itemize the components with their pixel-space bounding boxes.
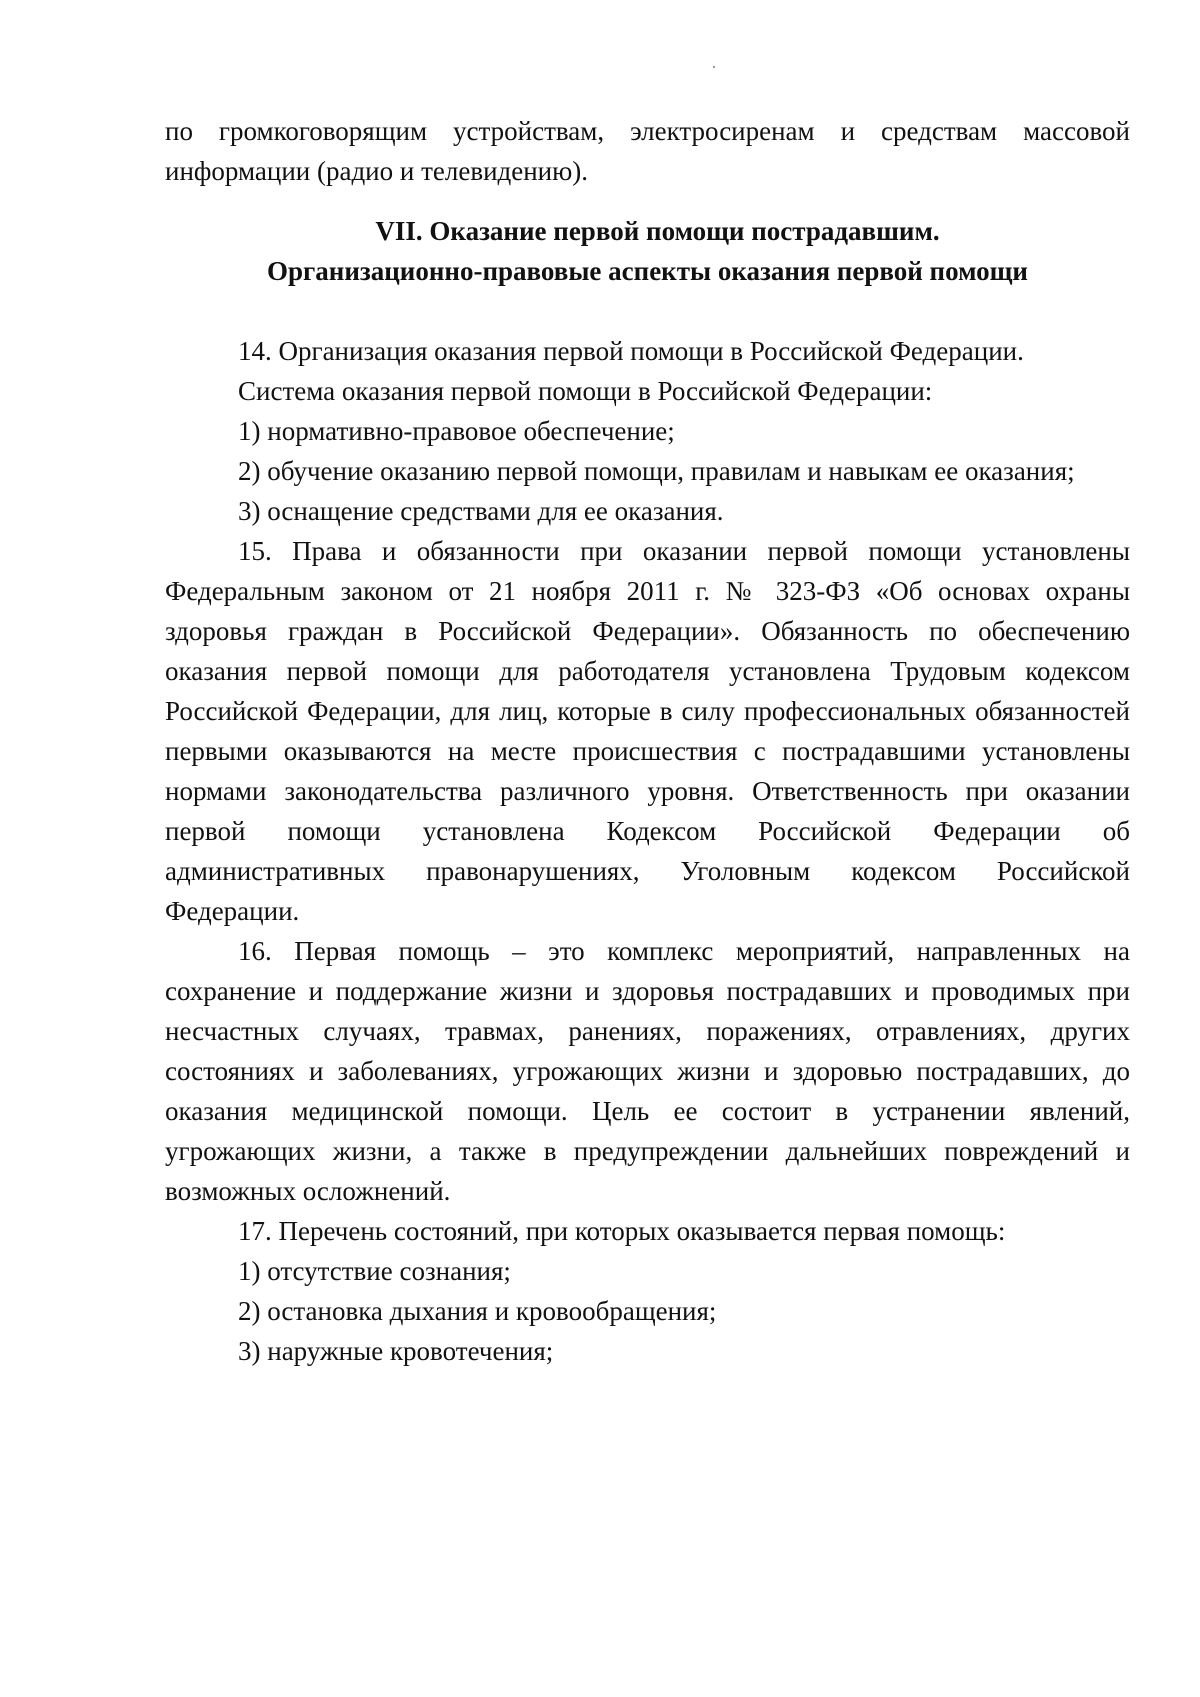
condition-item-2: 2) остановка дыхания и кровообращения; — [238, 1296, 717, 1326]
intro-paragraph: по громкоговорящим устройствам, электросиренам и средствам массовой информации (радио и телевидению). — [165, 116, 1130, 186]
list-item-1: 1) нормативно-правовое обеспечение; — [238, 416, 675, 446]
section-heading-line-2: Организационно-правовые аспекты оказания первой помощи — [267, 256, 1028, 286]
paragraph-17: 17. Перечень состояний, при которых оказывается первая помощь: — [238, 1216, 1006, 1246]
section-heading — [165, 211, 1130, 291]
condition-item-1: 1) отсутствие сознания; — [238, 1256, 511, 1286]
section-heading-line-1: VII. Оказание первой помощи пострадавшим. — [375, 216, 940, 246]
paragraph-15: 15. Права и обязанности при оказании первой помощи установлены Федеральным законом от 21 ноября 2011 г. № 323-ФЗ «Об основах охраны здоровья граждан в Российской Федерации». Обязанность по обеспечению оказания первой помощи для работодателя установлена Трудовым кодексом Российской Федерации, для лиц, которые в силу профессиональных обязанностей первыми оказываются на месте происшествия с пострадавшими установлены нормами законодательства различного уровня. Ответственность при оказании первой помощи установлена Кодексом Российской Федерации об административных правонарушениях, Уголовным кодексом Российской Федерации. — [165, 536, 1130, 926]
scan-speck — [713, 66, 715, 68]
list-item-2: 2) обучение оказанию первой помощи, правилам и навыкам ее оказания; — [238, 456, 1075, 486]
condition-item-3: 3) наружные кровотечения; — [238, 1336, 554, 1366]
document-body — [165, 111, 1130, 1371]
paragraph-16: 16. Первая помощь – это комплекс мероприятий, направленных на сохранение и поддержание жизни и здоровья пострадавших и проводимых при несчастных случаях, травмах, ранениях, поражениях, отравлениях, других состояниях и заболеваниях, угрожающих жизни и здоровью пострадавших, до оказания медицинской помощи. Цель ее состоит в устранении явлений, угрожающих жизни, а также в предупреждении дальнейших повреждений и возможных осложнений. — [165, 936, 1130, 1206]
paragraph-14-title: 14. Организация оказания первой помощи в Российской Федерации. — [238, 336, 1024, 366]
list-item-3: 3) оснащение средствами для ее оказания. — [238, 496, 724, 526]
paragraph-system-intro: Система оказания первой помощи в Российской Федерации: — [238, 376, 933, 406]
